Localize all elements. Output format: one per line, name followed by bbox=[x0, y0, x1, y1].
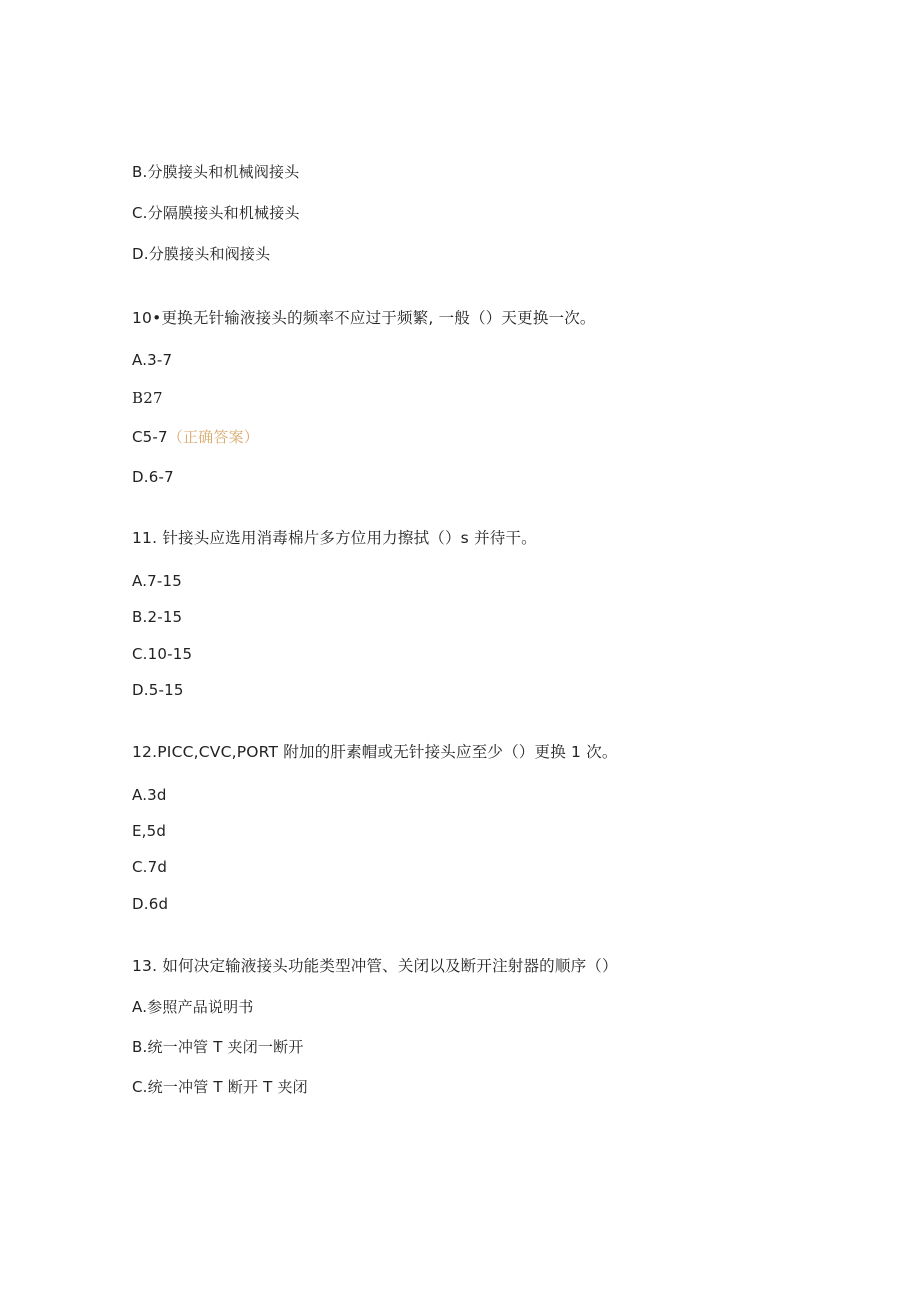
q11-option-c: C.10-15 bbox=[132, 645, 193, 663]
q9-option-c: C.分隔膜接头和机械接头 bbox=[132, 204, 300, 222]
q11-option-b: B.2-15 bbox=[132, 608, 183, 626]
q10-option-c bbox=[132, 427, 259, 447]
q9-option-b: B.分膜接头和机械阀接头 bbox=[132, 163, 300, 181]
q11-option-a: A.7-15 bbox=[132, 572, 183, 590]
question-13: 13. 如何决定输液接头功能类型冲管、关闭以及断开注射器的顺序（） bbox=[132, 957, 618, 975]
q12-option-a: A.3d bbox=[132, 786, 167, 804]
q10-option-c-label: C5-7 bbox=[132, 428, 168, 446]
correct-answer-note: （正确答案） bbox=[167, 428, 259, 446]
q13-option-c: C.统一冲管 T 断开 T 夹闭 bbox=[132, 1078, 308, 1096]
q12-option-d: D.6d bbox=[132, 895, 169, 913]
q11-option-d: D.5-15 bbox=[132, 681, 184, 699]
q13-option-b: B.统一冲管 T 夹闭一断开 bbox=[132, 1038, 304, 1056]
q9-option-d: D.分膜接头和阀接头 bbox=[132, 245, 271, 263]
q10-option-a: A.3-7 bbox=[132, 351, 173, 369]
q10-option-d: D.6-7 bbox=[132, 468, 174, 486]
q13-option-a: A.参照产品说明书 bbox=[132, 998, 254, 1016]
q12-option-b: E,5d bbox=[132, 822, 167, 840]
q10-option-b: B27 bbox=[132, 389, 163, 407]
question-11: 11. 针接头应选用消毒棉片多方位用力擦拭（）s 并待干。 bbox=[132, 529, 537, 547]
question-12: 12.PICC,CVC,PORT 附加的肝素帽或无针接头应至少（）更换 1 次。 bbox=[132, 743, 618, 761]
question-10: 10•更换无针输液接头的频率不应过于频繁, 一般（）天更换一次。 bbox=[132, 309, 596, 327]
q12-option-c: C.7d bbox=[132, 858, 168, 876]
